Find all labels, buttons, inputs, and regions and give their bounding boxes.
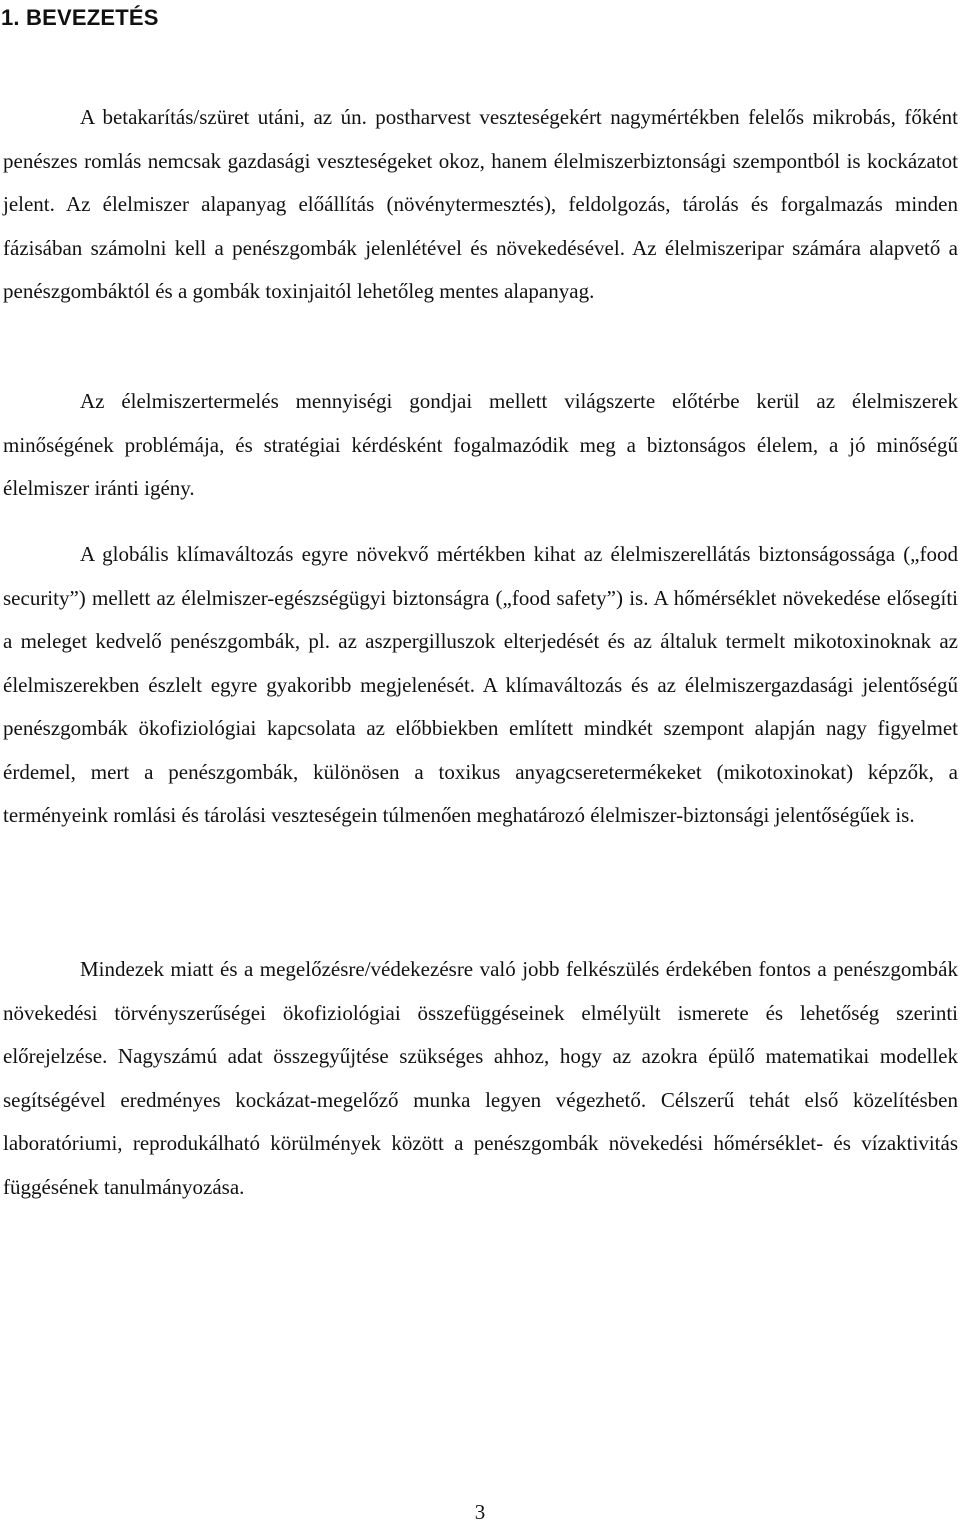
paragraph-research-goal: Mindezek miatt és a megelőzésre/védekezésre való jobb felkészülés érdekében fontos a penészgombák növekedési törvényszerűségei ökofiziológiai összefüggéseinek elmélyült ismerete és lehetőség szerinti előrejelzése. Nagyszámú adat összegyűjtése szükséges ahhoz, hogy az azokra épülő matematikai modellek segítségével eredményes kockázat-megelőző munka legyen végezhető. Célszerű tehát első közelítésben laboratóriumi, reprodukálható körülmények között a penészgombák növekedési hőmérséklet- és vízaktivitás függésének tanulmányozása.	[3, 957, 958, 1199]
paragraph-food-quality: Az élelmiszertermelés mennyiségi gondjai mellett világszerte előtérbe kerül az élelmiszerek minőségének problémája, és stratégiai kérdésként fogalmazódik meg a biztonságos élelem, a jó minőségű élelmiszer iránti igény.	[3, 389, 958, 500]
paragraph-climate-change: A globális klímaváltozás egyre növekvő mértékben kihat az élelmiszerellátás biztonságossága („food security”) mellett az élelmiszer-egészségügyi biztonságra („food safety”) is. A hőmérséklet növekedése elősegíti a meleget kedvelő penészgombák, pl. az aszpergilluszok elterjedését és az általuk termelt mikotoxinoknak az élelmiszerekben észlelt egyre gyakoribb megjelenését. A klímaváltozás és az élelmiszergazdasági jelentőségű penészgombák ökofiziológiai kapcsolata az előbbiekben említett mindkét szempont alapján nagy figyelmet érdemel, mert a penészgombák, különösen a toxikus anyagcseretermékeket (mikotoxinokat) képzők, a terményeink romlási és tárolási veszteségein túlmenően meghatározó élelmiszer-biztonsági jelentőségűek is.	[3, 542, 958, 827]
page-number: 3	[474, 1500, 486, 1524]
paragraph-intro: A betakarítás/szüret utáni, az ún. postharvest veszteségekért nagymértékben felelős mikrobás, főként penészes romlás nemcsak gazdasági veszteségeket okoz, hanem élelmiszerbiztonsági szempontból is kockázatot jelent. Az élelmiszer alapanyag előállítás (növénytermesztés), feldolgozás, tárolás és forgalmazás minden fázisában számolni kell a penészgombák jelenlétével és növekedésével. Az élelmiszeripar számára alapvető a penészgombáktól és a gombák toxinjaitól lehetőleg mentes alapanyag.	[3, 105, 958, 303]
section-heading: 1. BEVEZETÉS	[1, 5, 159, 30]
